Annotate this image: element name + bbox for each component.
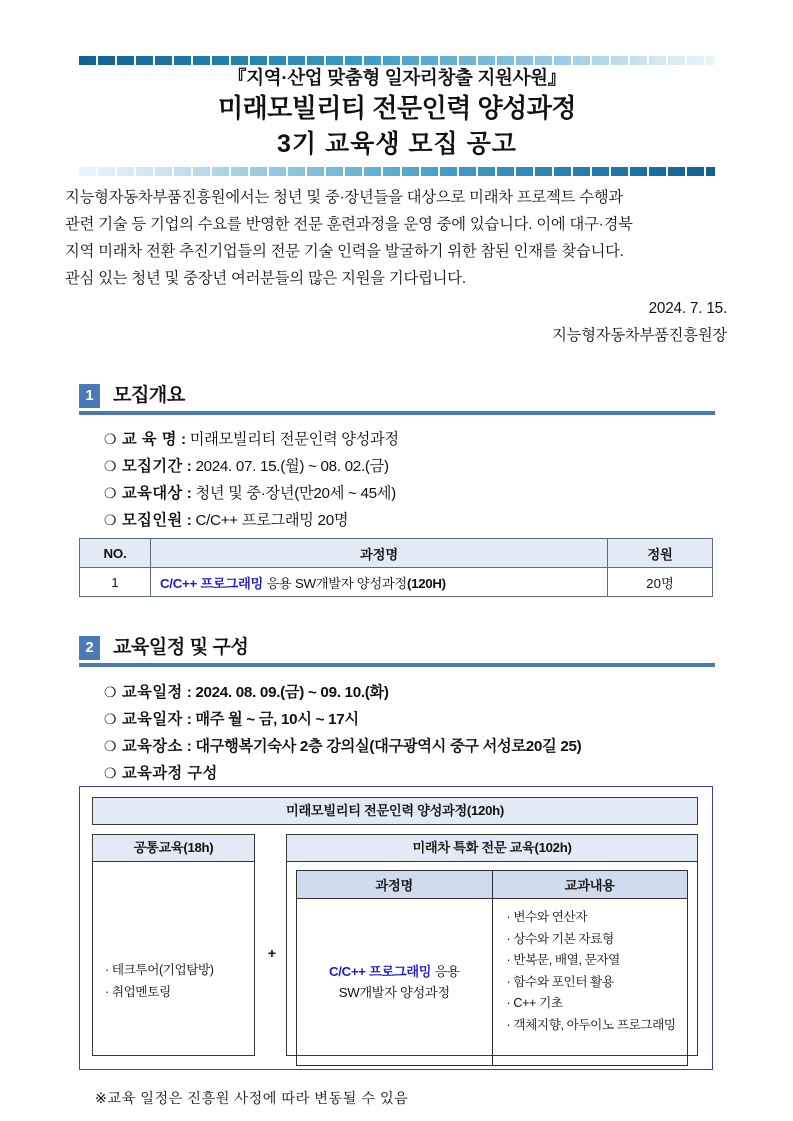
- intro-line-3: 지역 미래차 전환 추진기업들의 전문 기술 인력을 발굴하기 위한 참된 인재를 찾습니다.: [65, 243, 624, 260]
- common-education-box: [92, 834, 255, 1056]
- course-name-highlight: C/C++ 프로그래밍: [160, 575, 264, 591]
- section-title-1: 모집개요: [113, 385, 185, 406]
- list-item: · 취업멘토링: [105, 985, 171, 999]
- table-header-row: [80, 539, 713, 568]
- list-item-value: 청년 및 중·장년(만20세 ~ 45세): [195, 485, 396, 502]
- column-header-no: NO.: [80, 539, 151, 568]
- section-heading-2: [79, 636, 715, 672]
- list-item-value: 2024. 07. 15.(월) ~ 08. 02.(금): [195, 458, 389, 475]
- list-item-value: 2024. 08. 09.(금) ~ 09. 10.(화): [195, 684, 389, 701]
- list-item: · 변수와 연산자: [506, 910, 588, 924]
- column-header-capacity: 정원: [608, 539, 713, 568]
- course-table: [79, 538, 713, 597]
- list-item-label: 교 육 명: [122, 431, 177, 448]
- intro-line-1: 지능형자동차부품진흥원에서는 청년 및 중·장년들을 대상으로 미래차 프로젝트 수행과: [65, 189, 624, 206]
- column-header-course-content: 교과내용: [492, 871, 688, 899]
- circle-bullet-icon: ❍: [104, 485, 117, 501]
- list-item: [104, 706, 581, 733]
- list-item: [104, 453, 399, 480]
- circle-bullet-icon: ❍: [104, 711, 117, 727]
- section-rule-2: [79, 663, 715, 667]
- intro-line-4: 관심 있는 청년 및 중장년 여러분들의 많은 지원을 기다립니다.: [65, 270, 466, 287]
- list-item-separator: :: [180, 431, 186, 448]
- section-title-2: 교육일정 및 구성: [113, 637, 249, 658]
- section2-bullet-list: [104, 679, 581, 787]
- specialized-education-box: [286, 834, 698, 1056]
- cell-capacity: 20명: [608, 568, 713, 597]
- list-item: · 테크투어(기업탐방): [105, 963, 214, 977]
- cell-course-name: [297, 899, 493, 1066]
- title-secondary: 3기 교육생 모집 공고: [277, 129, 517, 158]
- cell-row-number: 1: [80, 568, 151, 597]
- list-item-label: 모집인원: [122, 512, 183, 529]
- list-item: · 반복문, 배열, 문자열: [506, 953, 620, 967]
- circle-bullet-icon: ❍: [104, 458, 117, 474]
- cell-course-name: [151, 568, 608, 597]
- list-item: [104, 507, 399, 534]
- list-item-separator: :: [186, 711, 192, 728]
- list-item-separator: :: [186, 684, 192, 701]
- intro-paragraph: [65, 184, 730, 292]
- signature-date: 2024. 7. 15.: [648, 300, 727, 317]
- course-name-line2: SW개발자 양성과정: [338, 985, 450, 1000]
- list-item-label: 교육장소: [122, 738, 183, 755]
- list-item-label: 교육일자: [122, 711, 183, 728]
- document-title-block: [79, 66, 715, 160]
- table-row: [80, 568, 713, 597]
- column-header-course-name: 과정명: [151, 539, 608, 568]
- curriculum-diagram: [79, 786, 713, 1070]
- list-item: [104, 733, 581, 760]
- header-gradient-bar-top: [79, 56, 715, 65]
- table-header-row: [297, 871, 688, 899]
- list-item: [104, 679, 581, 706]
- curriculum-title-box: 미래모빌리티 전문인력 양성과정(120h): [92, 797, 698, 825]
- list-item-label: 교육과정 구성: [122, 765, 218, 782]
- list-item: [104, 480, 399, 507]
- circle-bullet-icon: ❍: [104, 431, 117, 447]
- column-header-course-name: 과정명: [297, 871, 493, 899]
- common-education-body: [93, 862, 254, 1054]
- list-item-label: 교육일정: [122, 684, 183, 701]
- signature-organization: 지능형자동차부품진흥원장: [552, 327, 727, 344]
- list-item-value: 매주 월 ~ 금, 10시 ~ 17시: [195, 711, 359, 728]
- list-item: · 함수와 포인터 활용: [506, 974, 614, 989]
- curriculum-detail-table: [296, 870, 688, 1066]
- list-item: [104, 426, 399, 453]
- header-gradient-bar-bottom: [79, 167, 715, 176]
- list-item-value: C/C++ 프로그래밍 20명: [195, 512, 349, 529]
- course-name-rest: 응용: [431, 964, 460, 979]
- list-item-separator: :: [186, 458, 192, 475]
- section-rule-1: [79, 411, 715, 415]
- common-education-items: [105, 959, 214, 1003]
- circle-bullet-icon: ❍: [104, 684, 117, 700]
- circle-bullet-icon: ❍: [104, 512, 117, 528]
- list-item: · 객체지향, 아두이노 프로그래밍: [506, 1017, 676, 1032]
- section-heading-1: [79, 384, 715, 420]
- plus-connector-icon: +: [267, 945, 277, 961]
- specialized-education-header: 미래차 특화 전문 교육(102h): [287, 835, 697, 862]
- section-number-badge-1: 1: [79, 384, 100, 408]
- section1-bullet-list: [104, 426, 399, 534]
- section-number-badge-2: 2: [79, 636, 100, 660]
- signature-block: [65, 295, 733, 349]
- list-item-separator: :: [186, 485, 192, 502]
- list-item-label: 모집기간: [122, 458, 183, 475]
- course-name-rest: 응용 SW개발자 양성과정: [263, 575, 407, 591]
- list-item-separator: :: [186, 738, 192, 755]
- footnote-text: ※교육 일정은 진흥원 사정에 따라 변동될 수 있음: [95, 1091, 409, 1107]
- list-item: · 상수와 기본 자료형: [506, 931, 614, 946]
- course-name-highlight: C/C++ 프로그래밍: [329, 964, 432, 979]
- list-item-value: 미래모빌리티 전문인력 양성과정: [189, 431, 399, 448]
- circle-bullet-icon: ❍: [104, 765, 117, 781]
- course-name-hours: (120H): [406, 575, 446, 591]
- list-item-label: 교육대상: [122, 485, 183, 502]
- circle-bullet-icon: ❍: [104, 738, 117, 754]
- intro-line-2: 관련 기술 등 기업의 수요를 반영한 전문 훈련과정을 운영 중에 있습니다. 이에 대구·경북: [65, 216, 633, 233]
- common-education-header: 공통교육(18h): [93, 835, 254, 862]
- table-row: [297, 899, 688, 1066]
- title-program-subtitle: 『지역·산업 맞춤형 일자리창출 지원사원』: [228, 67, 566, 88]
- title-main: 미래모빌리티 전문인력 양성과정: [217, 93, 577, 124]
- list-item: · C++ 기초: [506, 996, 563, 1010]
- cell-course-content: [492, 899, 688, 1066]
- list-item-value: 대구행복기숙사 2층 강의실(대구광역시 중구 서성로20길 25): [195, 738, 582, 755]
- list-item: [104, 760, 581, 787]
- list-item-separator: :: [186, 512, 192, 529]
